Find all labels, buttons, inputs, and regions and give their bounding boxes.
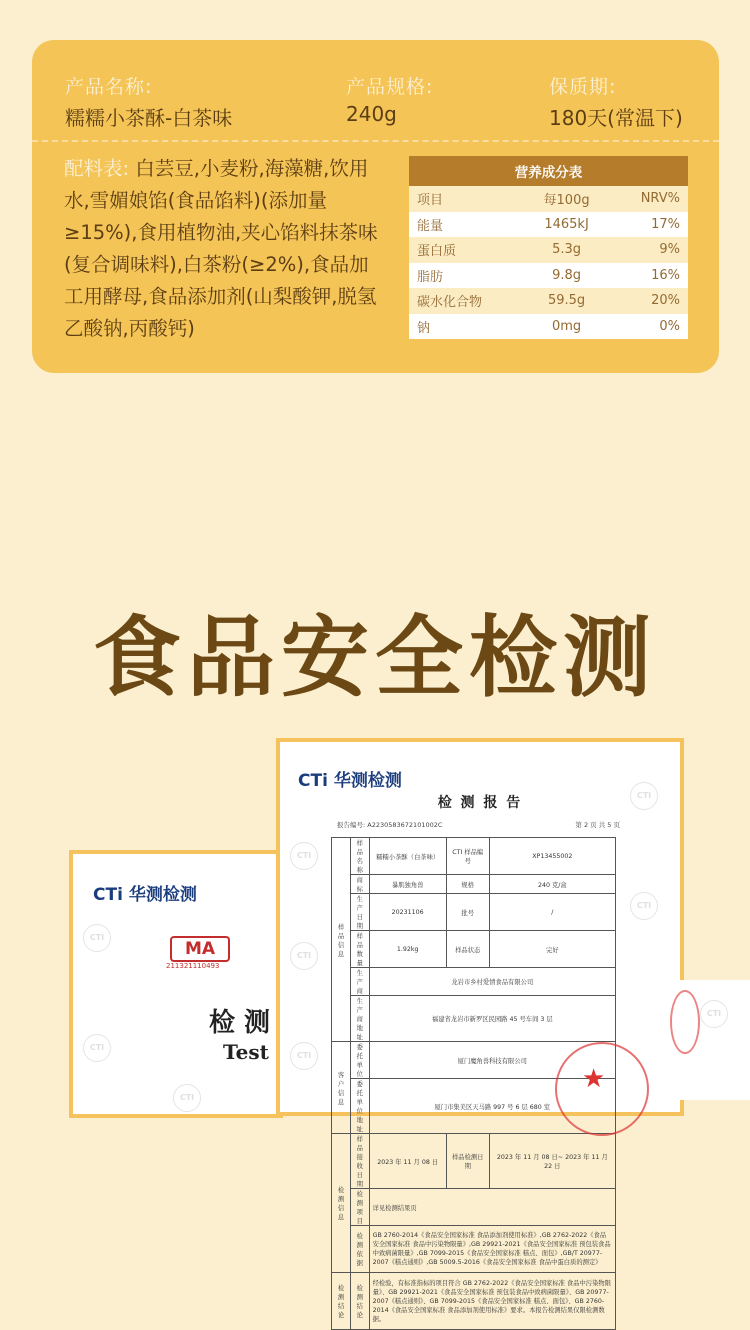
product-info-card — [32, 40, 719, 373]
report-cell: 样品数量 — [351, 931, 370, 968]
ingredients-label: 配料表: — [64, 157, 130, 180]
report-row — [332, 894, 616, 931]
nutrition-row — [409, 237, 688, 263]
report-row — [332, 838, 616, 875]
report-cover-title-cn: 检 测 — [209, 1008, 271, 1038]
nutrition-cell: 59.5g — [523, 288, 610, 314]
nutrition-cell: 能量 — [417, 218, 444, 234]
nutrition-cell: 9% — [610, 237, 688, 263]
nutrition-cell: 16% — [651, 267, 680, 283]
nutrition-row — [409, 212, 688, 238]
watermark-icon: CTI — [630, 782, 658, 810]
report-cell: 规格 — [446, 875, 489, 894]
cti-logo: CTi 华测检测 — [93, 885, 197, 905]
report-cell: 福建省龙岩市新罗区民园路 45 号车间 3 层 — [369, 996, 615, 1042]
watermark-icon: CTI — [290, 1042, 318, 1070]
report-cell: 样品名称 — [351, 838, 370, 875]
nutrition-header-cell: 项目 — [409, 186, 523, 212]
report-row — [332, 1226, 616, 1273]
report-row — [332, 1134, 616, 1189]
nutrition-row — [409, 314, 688, 340]
nutrition-cell: 脂肪 — [417, 269, 444, 285]
shelf-life-value: 180天(常温下) — [549, 106, 683, 130]
report-cell: 经检验，有标准指标的项目符合 GB 2762-2022《食品安全国家标准 食品中污染物限量》、GB 29921-2021《食品安全国家标准 预包装食品中致病菌限量》、GB 20977-2007《糕点通则》、GB 7099-2015《食品安全国家标准 糕点、面包》、GB 2760-2014《食品安全国家标准 食品添加剂使用标准》要求。本报告检测结果仅限检测数据。 — [369, 1273, 615, 1330]
report-row — [332, 1273, 616, 1330]
report-cover-document — [69, 850, 283, 1118]
report-cell: 龙岩市乡村爱情食品有限公司 — [369, 968, 615, 996]
report-cell: 样品状态 — [446, 931, 489, 968]
nutrition-cell: 蛋白质 — [409, 237, 523, 263]
report-cell: 生产商 — [351, 968, 370, 996]
report-cell: 委托单位 — [351, 1042, 370, 1079]
watermark-icon: CTI — [83, 1034, 111, 1062]
nutrition-cell: 17% — [651, 216, 680, 232]
report-cell: 样品接收日期 — [351, 1134, 370, 1189]
report-cell: 检测项目 — [351, 1189, 370, 1226]
nutrition-cell: 钠 — [417, 320, 431, 336]
report-cell: 委托单位地址 — [351, 1079, 370, 1134]
report-row — [332, 968, 616, 996]
test-report-document — [276, 738, 684, 1323]
third-document-edge — [680, 980, 750, 1100]
watermark-icon: CTI — [173, 1084, 201, 1112]
report-row — [332, 875, 616, 894]
shelf-life-label: 保质期: — [549, 76, 617, 98]
report-cell: 检测结论 — [351, 1273, 370, 1330]
nutrition-cell: 9.8g — [552, 267, 582, 283]
report-group-label: 样品信息 — [332, 838, 351, 1042]
ingredients-text: 白芸豆,小麦粉,海藻糖,饮用水,雪媚娘馅(食品馅料)(添加量≥15%),食用植物油,夹心馅料抹茶味(复合调味料),白茶粉(≥2%),食品加工用酵母,食品添加剂(山梨酸钾,脱氢乙酸钠,丙酸钙) — [64, 157, 378, 340]
report-number: 报告编号: A2230583672101002C — [337, 821, 443, 829]
report-cell: 2023 年 11 月 08 日~ 2023 年 11 月 22 日 — [489, 1134, 615, 1189]
report-cell: 1.92kg — [369, 931, 446, 968]
product-name-value: 糯糯小茶酥-白茶味 — [65, 106, 233, 130]
report-cell: CTI 样品编号 — [446, 838, 489, 875]
nutrition-cell: 0mg — [551, 318, 582, 334]
nutrition-row — [409, 288, 688, 314]
report-row — [332, 1189, 616, 1226]
report-cell: 详见检测结果页 — [369, 1189, 615, 1226]
report-cell: GB 2760-2014《食品安全国家标准 食品添加剂使用标准》,GB 2762-2022《食品安全国家标准 食品中污染物限量》,GB 29921-2021《食品安全国家标准 预包装食品中致病菌限量》,GB 7099-2015《食品安全国家标准 糕点、面包》,GB/T 20977-2007《糕点通则》,GB 5009.5-2016《食品安全国家标准 食品中蛋白质的测定》 — [369, 1226, 615, 1273]
report-cell: 暴肌独角兽 — [369, 875, 446, 894]
nutrition-row — [409, 263, 688, 289]
watermark-icon: CTI — [700, 1000, 728, 1028]
nutrition-cell: 20% — [610, 288, 688, 314]
report-cell: 厦门市集美区天马路 997 号 6 层 680 室 — [369, 1079, 615, 1134]
report-cell: 20231106 — [369, 894, 446, 931]
report-cell: / — [489, 894, 615, 931]
product-spec-value: 240g — [346, 102, 397, 126]
report-cell: 完好 — [489, 931, 615, 968]
section-title: 食品安全检测 — [92, 606, 657, 709]
nutrition-cell: 1465kJ — [544, 216, 589, 232]
report-cell: 糯糯小茶酥（白茶味） — [369, 838, 446, 875]
watermark-icon: CTI — [290, 842, 318, 870]
seal-stamp-fragment — [670, 990, 700, 1054]
nutrition-cell: 5.3g — [523, 237, 610, 263]
report-page: 第 2 页 共 5 页 — [575, 821, 620, 829]
nutrition-header-row — [409, 186, 688, 212]
nutrition-title: 营养成分表 — [409, 156, 688, 186]
report-group-label: 客户信息 — [332, 1042, 351, 1134]
cti-logo: CTi 华测检测 — [298, 771, 402, 791]
report-cell: 生产日期 — [351, 894, 370, 931]
report-cell: XP13455002 — [489, 838, 615, 875]
nutrition-cell: 碳水化合物 — [409, 288, 523, 314]
watermark-icon: CTI — [83, 924, 111, 952]
watermark-icon: CTI — [290, 942, 318, 970]
report-cell: 商标 — [351, 875, 370, 894]
nutrition-header-cell: 每100g — [523, 186, 610, 212]
report-title: 检 测 报 告 — [437, 795, 523, 811]
report-group-label: 检测信息 — [332, 1134, 351, 1273]
report-cell: 240 克/盒 — [489, 875, 615, 894]
report-cell: 批号 — [446, 894, 489, 931]
ingredients-block — [64, 153, 379, 345]
watermark-icon: CTI — [630, 892, 658, 920]
nutrition-cell: 0% — [659, 318, 680, 334]
nutrition-header-cell: NRV% — [610, 186, 688, 212]
report-cell: 厦门魔角兽科技有限公司 — [369, 1042, 615, 1079]
report-group-label: 检测结论 — [332, 1273, 351, 1330]
report-cell: 2023 年 11 月 08 日 — [369, 1134, 446, 1189]
seal-star-icon: ★ — [582, 1064, 606, 1094]
nutrition-table — [409, 156, 688, 339]
report-row — [332, 931, 616, 968]
product-spec-label: 产品规格: — [346, 76, 434, 98]
report-cell: 生产商地址 — [351, 996, 370, 1042]
report-cover-title-en: Test — [223, 1040, 269, 1064]
product-info-row — [32, 40, 719, 140]
cma-mark: MA — [170, 936, 230, 962]
dashed-divider — [32, 140, 719, 142]
report-cell: 检测依据 — [351, 1226, 370, 1273]
cma-number: 211321110493 — [166, 962, 220, 970]
report-row — [332, 996, 616, 1042]
report-cell: 样品检测日期 — [446, 1134, 489, 1189]
product-name-label: 产品名称: — [65, 76, 153, 98]
